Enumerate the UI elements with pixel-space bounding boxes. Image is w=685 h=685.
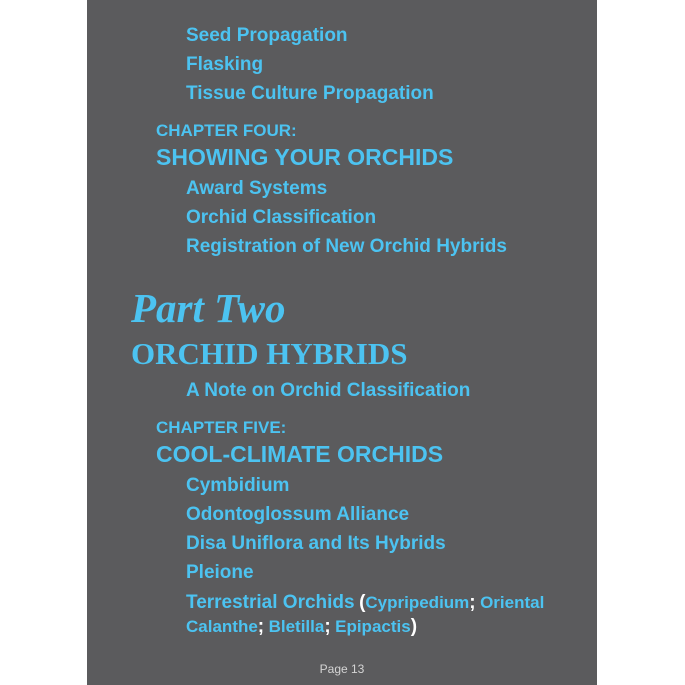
- chapter-five-title[interactable]: COOL-CLIMATE ORCHIDS: [156, 441, 444, 467]
- toc-entry-orchid-classification[interactable]: Orchid Classification: [186, 207, 377, 228]
- toc-entry-note-classification[interactable]: A Note on Orchid Classification: [186, 380, 471, 401]
- toc-entry-award-systems[interactable]: Award Systems: [186, 178, 328, 199]
- toc-entry-registration-hybrids[interactable]: Registration of New Orchid Hybrids: [186, 236, 507, 257]
- separator-2: ;: [257, 616, 265, 637]
- chapter-four-title[interactable]: SHOWING YOUR ORCHIDS: [156, 144, 454, 170]
- page-number: Page 13: [319, 662, 365, 676]
- separator-1: ;: [469, 592, 476, 613]
- sub-entry-epipactis: Epipactis: [335, 617, 411, 636]
- part-two-title[interactable]: ORCHID HYBRIDS: [131, 336, 408, 371]
- toc-entry-seed-propagation[interactable]: Seed Propagation: [186, 25, 348, 46]
- part-two-label: Part Two: [131, 285, 286, 331]
- terrestrial-title: Terrestrial Orchids: [186, 592, 355, 613]
- toc-page: [87, 0, 597, 685]
- toc-entry-terrestrial-orchids[interactable]: [186, 591, 576, 639]
- chapter-four-label: CHAPTER FOUR:: [156, 121, 297, 140]
- close-paren: ): [410, 616, 418, 637]
- toc-entry-odontoglossum[interactable]: Odontoglossum Alliance: [186, 504, 410, 525]
- sub-entry-cypripedium: Cypripedium: [365, 593, 470, 612]
- open-paren: (: [359, 592, 366, 613]
- chapter-five-label: CHAPTER FIVE:: [156, 418, 287, 437]
- sub-entry-bletilla: Bletilla: [268, 617, 325, 636]
- toc-entry-cymbidium[interactable]: Cymbidium: [186, 475, 290, 496]
- sub-entry-oriental-calanthe: Oriental Calanthe: [186, 593, 545, 636]
- toc-entry-tissue-culture[interactable]: Tissue Culture Propagation: [186, 83, 434, 104]
- toc-entry-disa-uniflora[interactable]: Disa Uniflora and Its Hybrids: [186, 533, 446, 554]
- toc-entry-flasking[interactable]: Flasking: [186, 54, 264, 75]
- separator-3: ;: [324, 616, 331, 637]
- toc-entry-pleione[interactable]: Pleione: [186, 562, 254, 583]
